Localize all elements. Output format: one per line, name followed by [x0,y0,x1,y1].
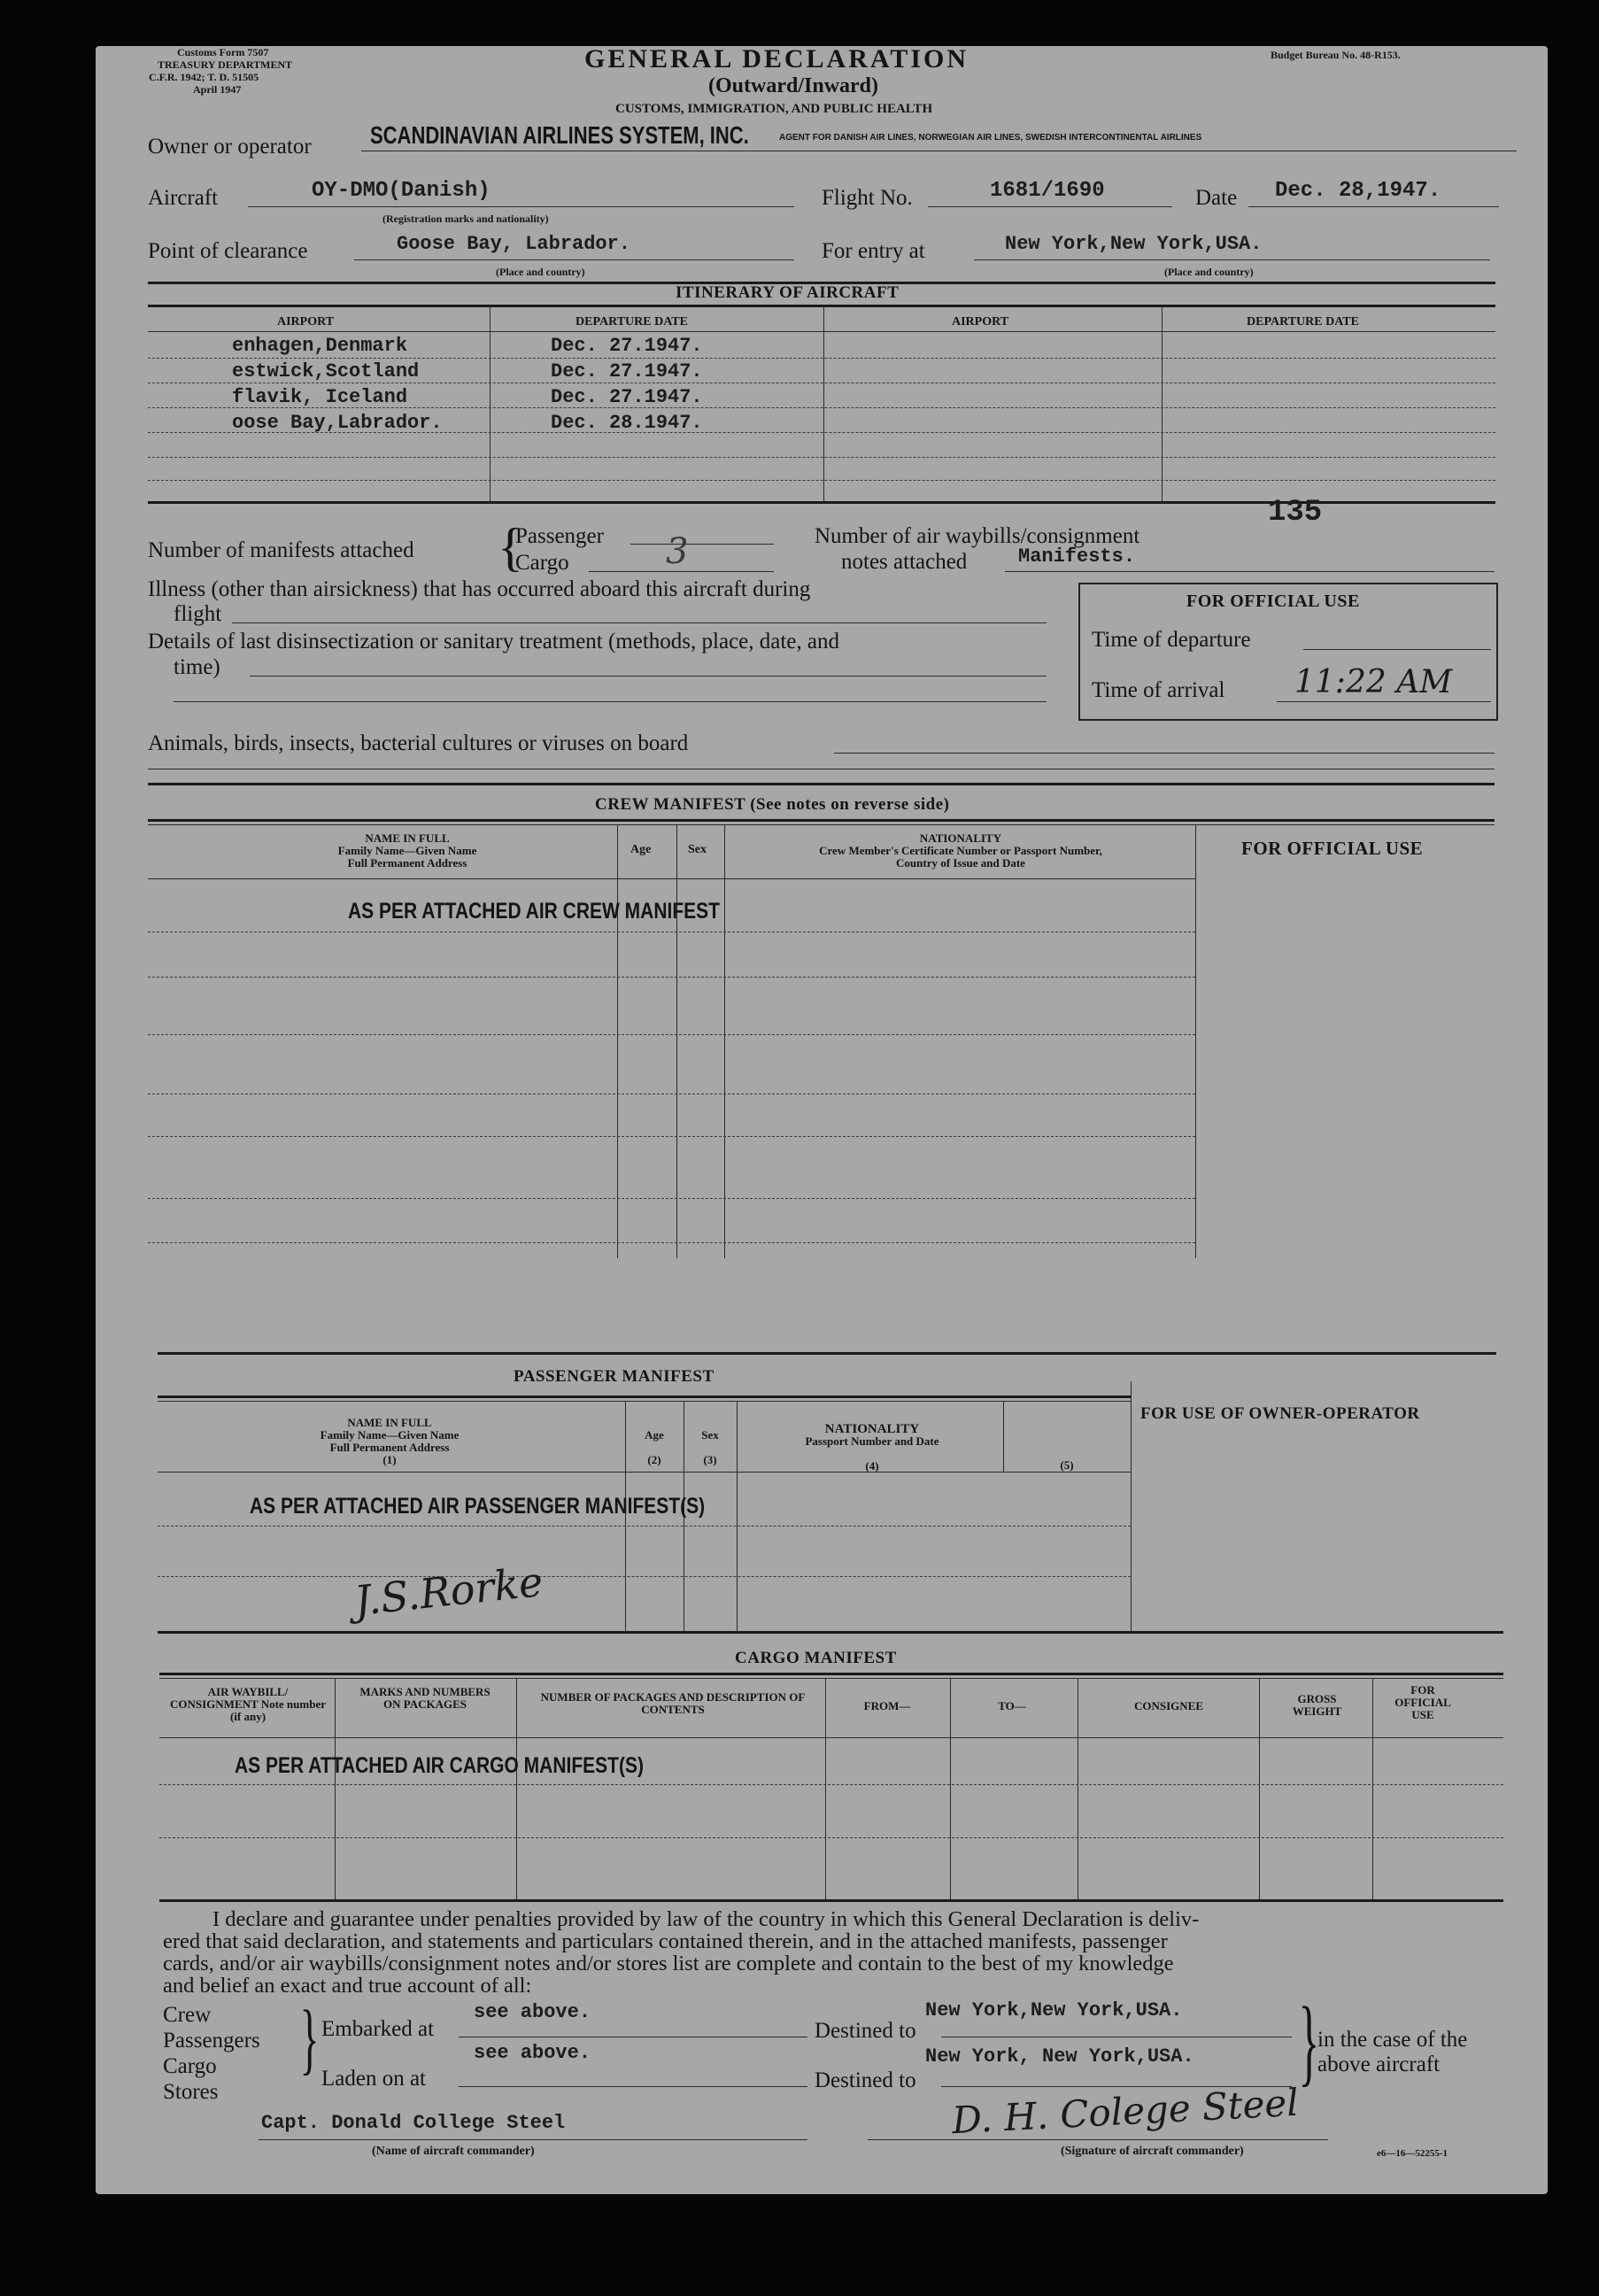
decl-cargo: Cargo [163,2054,217,2078]
passenger-owner-use: FOR USE OF OWNER-OPERATOR [1140,1404,1420,1423]
cargo-col-rule [825,1678,826,1899]
passenger-col-rule [1131,1381,1132,1631]
crew-col-rule [724,824,725,1258]
crew-col-rule [617,824,618,1258]
cargo-col-from: FROM— [863,1699,911,1712]
flight-label: Flight No. [822,186,913,210]
cargo-top-rule [158,1631,1503,1634]
waybills-value: Manifests. [1018,545,1136,568]
cfr-reference: C.F.R. 1942; T. D. 51505 [149,71,259,83]
entry-sub: (Place and country) [1164,266,1254,278]
time-departure-label: Time of departure [1092,628,1251,652]
cargo-col-rule [516,1678,517,1899]
cargo-col-consignee: CONSIGNEE [1133,1699,1204,1712]
crew-title: CREW MANIFEST (See notes on reverse side) [595,795,950,814]
crew-row-rule [148,1136,1195,1137]
cargo-col-to: TO— [998,1699,1026,1712]
entry-line [974,259,1490,260]
itinerary-date-3: Dec. 27.1947. [551,386,703,408]
owner-label: Owner or operator [148,135,312,158]
crew-value: AS PER ATTACHED AIR CREW MANIFEST [348,899,720,924]
stamp-number: 135 [1268,496,1323,530]
decl-stores: Stores [163,2080,219,2104]
print-code: e6—16—52255-1 [1377,2148,1448,2159]
cargo-value: AS PER ATTACHED AIR CARGO MANIFEST(S) [235,1753,644,1779]
crew-row-rule [148,878,1195,879]
itinerary-airport-1: enhagen,Denmark [232,335,408,357]
cargo-col-rule [950,1678,951,1899]
manifests-label: Number of manifests attached [148,538,414,562]
crew-row-rule [148,1198,1195,1199]
cargo-col-official: FOR OFFICIAL USE [1394,1683,1451,1721]
animals-line [834,753,1495,754]
itinerary-col-airport-1: AIRPORT [277,315,335,329]
cargo-row-rule [159,1837,1503,1838]
itinerary-row-rule [148,331,1495,332]
passenger-col-rule [1003,1401,1004,1472]
decl-laden-line [459,2086,807,2087]
cargo-col-rule [1259,1678,1260,1899]
cargo-col-rule [1372,1678,1373,1899]
disinsect-label-1: Details of last disinsectization or sanitary treatment (methods, place, date, and [148,630,839,653]
commander-label: (Name of aircraft commander) [372,2145,535,2158]
itinerary-title: ITINERARY OF AIRCRAFT [676,283,900,302]
owner-value: SCANDINAVIAN AIRLINES SYSTEM, INC. [370,120,749,149]
form-title: GENERAL DECLARATION [584,44,969,73]
decl-case-2: above aircraft [1317,2052,1441,2076]
illness-label-1: Illness (other than airsickness) that has occurred aboard this aircraft during [148,577,811,601]
declaration-line-4: and belief an exact and true account of all: [163,1974,532,1998]
declaration-line-2: ered that said declaration, and statements and particulars contained therein, and in the attached manifests, passenger [163,1929,1168,1953]
crew-header-rule [148,819,1495,822]
decl-laden-value: see above. [474,2042,591,2064]
signature-line [868,2139,1328,2140]
manifests-passenger: Passenger [515,524,604,548]
cargo-row-rule [159,1784,1503,1785]
manifests-brace: { [498,518,523,576]
passenger-signature: J.S.Rorke [351,1557,545,1626]
cargo-header-rule [159,1673,1503,1675]
decl-passengers: Passengers [163,2029,260,2052]
crew-col-rule [1195,824,1196,1258]
crew-col-official: FOR OFFICIAL USE [1241,838,1424,859]
decl-crew: Crew [163,2003,212,2027]
passenger-col-rule [737,1401,738,1631]
cargo-title: CARGO MANIFEST [735,1649,897,1667]
passenger-col-sex: Sex (3) [701,1428,719,1466]
itinerary-col-departure-2: DEPARTURE DATE [1247,315,1359,329]
passenger-col-name: NAME IN FULL Family Name—Given Name Full Permanent Address (1) [320,1416,460,1466]
itinerary-date-1: Dec. 27.1947. [551,335,703,357]
cargo-col-weight: GROSS WEIGHT [1292,1692,1342,1718]
crew-col-name: NAME IN FULL Family Name—Given Name Full Permanent Address [337,831,477,870]
flight-value: 1681/1690 [990,179,1105,203]
animals-label: Animals, birds, insects, bacterial cultures or viruses on board [148,731,689,755]
aircraft-line [248,206,794,207]
declaration-line-3: cards, and/or air waybills/consignment notes and/or stores list are complete and contain to the best of my knowledge [163,1952,1174,1975]
illness-label-2: flight [174,602,222,626]
budget-bureau: Budget Bureau No. 48-R153. [1271,49,1401,61]
waybills-label-1: Number of air waybills/consignment [815,524,1140,548]
cargo-bottom-rule [159,1899,1503,1902]
official-use-title: FOR OFFICIAL USE [1186,591,1360,611]
cargo-row-rule [159,1737,1503,1738]
disinsect-label-2: time) [174,655,220,679]
manifests-passenger-line [630,544,774,545]
illness-line [232,622,1047,623]
cargo-col-marks: MARKS AND NUMBERS ON PACKAGES [359,1685,491,1711]
passenger-row-rule [158,1526,1131,1527]
itinerary-airport-3: flavik, Iceland [232,386,408,408]
decl-destined-1-value: New York,New York,USA. [925,1999,1183,2022]
clearance-line [354,259,794,260]
passenger-col-nationality: NATIONALITY Passport Number and Date (4) [805,1422,939,1473]
crew-row-rule [148,977,1195,978]
passenger-col-age: Age (2) [645,1428,664,1466]
itinerary-row-rule [148,358,1495,359]
itinerary-col-airport-2: AIRPORT [952,315,1009,329]
form-subtitle: CUSTOMS, IMMIGRATION, AND PUBLIC HEALTH [615,102,933,116]
commander-name: Capt. Donald College Steel [261,2112,566,2134]
passenger-col-5: (5) [1060,1458,1074,1472]
decl-left-brace: } [299,1995,320,2083]
itinerary-col-rule [823,305,824,501]
passenger-row-rule [158,1472,1131,1473]
passenger-header-rule [158,1395,1131,1398]
cargo-col-rule [335,1678,336,1899]
manifests-count-hand: 3 [666,531,689,572]
crew-top-rule [148,783,1495,785]
commander-signature: D. H. Colege Steel [950,2080,1300,2143]
clearance-value: Goose Bay, Labrador. [397,233,631,255]
disinsect-line-2 [174,701,1047,702]
crew-col-age: Age [630,843,652,856]
entry-value: New York,New York,USA. [1005,233,1263,255]
itinerary-col-rule [1162,305,1163,501]
decl-destined-1: Destined to [815,2019,916,2043]
crew-row-rule [148,1034,1195,1035]
time-arrival-value: 11:22 AM [1294,664,1453,700]
itinerary-date-4: Dec. 28.1947. [551,412,703,434]
itinerary-date-2: Dec. 27.1947. [551,360,703,383]
decl-destined-2-value: New York, New York,USA. [925,2045,1194,2068]
time-arrival-label: Time of arrival [1092,678,1225,702]
decl-embarked: Embarked at [321,2017,435,2041]
passenger-row-rule [158,1576,1131,1577]
crew-row-rule [148,1242,1195,1243]
time-arrival-line [1277,701,1491,702]
date-label: Date [1195,186,1238,210]
cargo-col-packages: NUMBER OF PACKAGES AND DESCRIPTION OF CONTENTS [540,1690,806,1716]
itinerary-row-rule [148,457,1495,458]
waybills-label-2: notes attached [841,550,968,574]
declaration-line-1: I declare and guarantee under penalties provided by law of the country in which this General Declaration is deliv- [212,1907,1200,1931]
time-departure-line [1303,649,1491,650]
form-date: April 1947 [193,83,242,96]
passenger-top-rule [158,1352,1496,1355]
manifests-cargo: Cargo [515,551,569,575]
cargo-header-rule-2 [159,1678,1503,1679]
customs-form-number: Customs Form 7507 [177,46,269,58]
owner-note: AGENT FOR DANISH AIR LINES, NORWEGIAN AIR LINES, SWEDISH INTERCONTINENTAL AIRLINES [779,133,1202,143]
itinerary-col-rule [490,305,491,501]
itinerary-col-departure-1: DEPARTURE DATE [575,315,688,329]
passenger-title: PASSENGER MANIFEST [514,1367,715,1386]
crew-col-nationality: NATIONALITY Crew Member's Certificate Number or Passport Number, Country of Issue and Date [819,831,1102,870]
passenger-header-rule-2 [158,1401,1131,1402]
decl-destined-2: Destined to [815,2068,916,2092]
treasury-department: TREASURY DEPARTMENT [158,58,293,71]
decl-case-1: in the case of the [1317,2028,1468,2052]
itinerary-header-rule [148,305,1495,307]
crew-header-rule-2 [148,824,1495,825]
flight-line [928,206,1172,207]
decl-right-brace: } [1298,1987,1320,2095]
form-direction: (Outward/Inward) [708,74,879,97]
clearance-label: Point of clearance [148,239,308,263]
itinerary-airport-4: oose Bay,Labrador. [232,412,443,434]
date-value: Dec. 28,1947. [1275,179,1441,203]
aircraft-sub: (Registration marks and nationality) [382,213,549,225]
signature-label: (Signature of aircraft commander) [1061,2145,1244,2158]
commander-line [259,2139,807,2140]
decl-embarked-value: see above. [474,2001,591,2023]
itinerary-row-rule [148,480,1495,481]
itinerary-airport-2: estwick,Scotland [232,360,420,383]
aircraft-label: Aircraft [148,186,219,210]
clearance-sub: (Place and country) [496,266,585,278]
crew-col-rule [676,824,677,1258]
aircraft-value: OY-DMO(Danish) [312,179,491,203]
date-line [1248,206,1499,207]
decl-laden: Laden on at [321,2067,427,2091]
entry-label: For entry at [822,239,925,263]
passenger-value: AS PER ATTACHED AIR PASSENGER MANIFEST(S) [250,1494,706,1519]
crew-col-sex: Sex [688,843,707,856]
cargo-col-waybill: AIR WAYBILL/ CONSIGNMENT Note number (if any) [170,1685,326,1723]
waybills-line [1005,571,1495,572]
